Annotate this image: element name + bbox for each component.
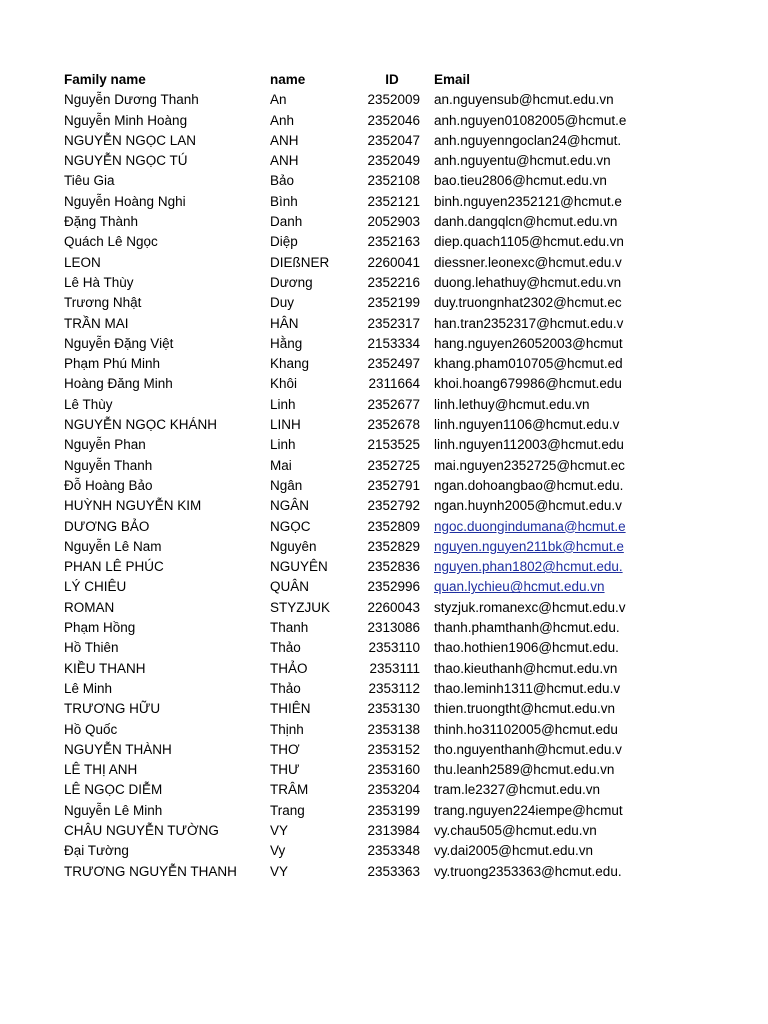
id-cell: 2353111: [369, 660, 420, 676]
id-cell: 2353152: [367, 741, 420, 757]
id-cell: 2352678: [367, 417, 420, 433]
name-cell: LINH: [270, 417, 301, 433]
email-cell: anh.nguyentu@hcmut.edu.vn: [434, 153, 611, 169]
family-name-cell: LEON: [64, 254, 101, 270]
table-row: [64, 456, 768, 476]
table-row: [64, 598, 768, 618]
id-cell: 2352725: [367, 457, 420, 473]
id-cell: 2353199: [367, 802, 420, 818]
email-cell: linh.nguyen1106@hcmut.edu.v: [434, 417, 620, 433]
table-row: [64, 131, 768, 151]
id-cell: 2260043: [367, 599, 420, 615]
id-cell: 2352216: [367, 274, 420, 290]
header-family-name: Family name: [64, 72, 146, 87]
id-cell: 2352046: [367, 112, 420, 128]
id-cell: 2352836: [367, 559, 420, 575]
table-row: [64, 537, 768, 557]
table-row: [64, 314, 768, 334]
table-row: [64, 90, 768, 110]
table-row: [64, 212, 768, 232]
id-cell: 2353130: [367, 701, 420, 717]
family-name-cell: TRƯƠNG NGUYỄN THANH: [64, 863, 237, 879]
email-cell: trang.nguyen224iempe@hcmut: [434, 802, 623, 818]
family-name-cell: Nguyễn Minh Hoàng: [64, 112, 188, 128]
family-name-cell: NGUYỄN NGỌC LAN: [64, 132, 197, 148]
id-cell: 2352792: [367, 498, 420, 514]
table-row: [64, 232, 768, 252]
email-cell: linh.nguyen112003@hcmut.edu: [434, 437, 624, 453]
email-cell: vy.dai2005@hcmut.edu.vn: [434, 843, 594, 859]
id-cell: 2313086: [367, 620, 420, 636]
name-cell: Vy: [270, 843, 286, 859]
table-row: [64, 293, 768, 313]
email-link[interactable]: nguyen.phan1802@hcmut.edu.: [434, 559, 623, 575]
id-cell: 2352829: [367, 538, 420, 554]
family-name-cell: LÝ CHIÊU: [64, 579, 127, 595]
id-cell: 2352497: [367, 356, 420, 372]
table-body: [64, 90, 768, 882]
student-table: [64, 70, 768, 882]
table-row: [64, 476, 768, 496]
family-name-cell: NGUYỄN NGỌC KHÁNH: [64, 417, 218, 433]
name-cell: Nguyên: [270, 538, 317, 554]
family-name-cell: CHÂU NGUYỄN TƯỜNG: [64, 822, 219, 838]
family-name-cell: Nguyễn Thanh: [64, 457, 153, 473]
table-row: [64, 273, 768, 293]
name-cell: TRÂM: [270, 782, 309, 798]
id-cell: 2353112: [368, 680, 420, 696]
email-cell: ngan.huynh2005@hcmut.edu.v: [434, 498, 622, 514]
id-cell: 2352996: [367, 579, 420, 595]
name-cell: NGÂN: [270, 498, 310, 514]
name-cell: DIEßNER: [270, 254, 330, 270]
name-cell: NGỌC: [270, 518, 311, 534]
email-cell: bao.tieu2806@hcmut.edu.vn: [434, 173, 607, 189]
family-name-cell: Nguyễn Đặng Việt: [64, 335, 174, 351]
name-cell: Thanh: [270, 620, 309, 636]
family-name-cell: Nguyễn Phan: [64, 437, 146, 453]
email-link[interactable]: quan.lychieu@hcmut.edu.vn: [434, 579, 605, 595]
table-row: [64, 659, 768, 679]
name-cell: Khôi: [270, 376, 298, 392]
table-row: [64, 496, 768, 516]
table-row: [64, 415, 768, 435]
email-cell: vy.truong2353363@hcmut.edu.: [434, 863, 622, 879]
email-cell: khoi.hoang679986@hcmut.edu: [434, 376, 622, 392]
id-cell: 2353110: [368, 640, 420, 656]
email-cell: ngan.dohoangbao@hcmut.edu.: [434, 477, 624, 493]
name-cell: Thịnh: [270, 721, 304, 737]
table-row: [64, 780, 768, 800]
email-cell: duong.lehathuy@hcmut.edu.vn: [434, 274, 622, 290]
email-cell: danh.dangqlcn@hcmut.edu.vn: [434, 214, 618, 230]
table-row: [64, 334, 768, 354]
id-cell: 2311664: [368, 376, 420, 392]
table-row: [64, 517, 768, 537]
email-cell: diessner.leonexc@hcmut.edu.v: [434, 254, 622, 270]
family-name-cell: Đặng Thành: [64, 214, 139, 230]
email-cell: han.tran2352317@hcmut.edu.v: [434, 315, 624, 331]
id-cell: 2353348: [367, 843, 420, 859]
id-cell: 2052903: [367, 214, 420, 230]
name-cell: THẢO: [270, 660, 308, 676]
email-cell: tram.le2327@hcmut.edu.vn: [434, 782, 601, 798]
id-cell: 2260041: [367, 254, 420, 270]
table-row: [64, 192, 768, 212]
email-cell: thu.leanh2589@hcmut.edu.vn: [434, 762, 615, 778]
name-cell: Ngân: [270, 477, 303, 493]
name-cell: Duy: [270, 295, 295, 311]
table-row: [64, 111, 768, 131]
table-row: [64, 760, 768, 780]
email-cell: styzjuk.romanexc@hcmut.edu.v: [434, 599, 626, 615]
family-name-cell: Hồ Quốc: [64, 721, 118, 737]
family-name-cell: Hồ Thiên: [64, 640, 119, 656]
email-cell: hang.nguyen26052003@hcmut: [434, 335, 623, 351]
name-cell: Dương: [270, 274, 313, 290]
id-cell: 2353138: [367, 721, 420, 737]
table-row: [64, 618, 768, 638]
name-cell: ANH: [270, 153, 299, 169]
name-cell: Thảo: [270, 680, 301, 696]
family-name-cell: Lê Hà Thùy: [64, 274, 134, 290]
name-cell: STYZJUK: [270, 599, 331, 615]
table-row: [64, 435, 768, 455]
email-cell: thao.hothien1906@hcmut.edu.: [434, 640, 619, 656]
name-cell: Danh: [270, 214, 303, 230]
family-name-cell: LÊ THỊ ANH: [64, 762, 138, 778]
email-cell: duy.truongnhat2302@hcmut.ec: [434, 295, 622, 311]
email-cell: tho.nguyenthanh@hcmut.edu.v: [434, 741, 622, 757]
name-cell: Trang: [270, 802, 305, 818]
name-cell: THƯ: [270, 762, 300, 778]
table-row: [64, 395, 768, 415]
id-cell: 2352047: [367, 132, 420, 148]
id-cell: 2353363: [367, 863, 420, 879]
id-cell: 2313984: [367, 822, 420, 838]
table-row: [64, 151, 768, 171]
email-link[interactable]: ngoc.duongindumana@hcmut.e: [434, 518, 626, 534]
table-row: [64, 862, 768, 882]
name-cell: Thảo: [270, 640, 301, 656]
family-name-cell: PHAN LÊ PHÚC: [64, 559, 164, 575]
table-row: [64, 354, 768, 374]
family-name-cell: Đỗ Hoàng Bảo: [64, 477, 153, 493]
email-cell: thien.truongtht@hcmut.edu.vn: [434, 701, 616, 717]
id-cell: 2352809: [367, 518, 420, 534]
family-name-cell: Nguyễn Lê Minh: [64, 802, 163, 818]
table-row: [64, 557, 768, 577]
name-cell: HÂN: [270, 315, 299, 331]
name-cell: THƠ: [270, 741, 300, 757]
id-cell: 2352791: [367, 477, 420, 493]
email-cell: thanh.phamthanh@hcmut.edu.: [434, 620, 620, 636]
family-name-cell: Nguyễn Hoàng Nghi: [64, 193, 186, 209]
id-cell: 2352199: [367, 295, 420, 311]
email-cell: binh.nguyen2352121@hcmut.e: [434, 193, 622, 209]
table-header-row: [64, 70, 768, 90]
header-name: name: [270, 72, 306, 87]
id-cell: 2352317: [367, 315, 420, 331]
name-cell: THIÊN: [270, 701, 311, 717]
email-cell: thinh.ho31102005@hcmut.edu: [434, 721, 618, 737]
family-name-cell: LÊ NGỌC DIỄM: [64, 782, 163, 798]
family-name-cell: KIỀU THANH: [64, 660, 146, 676]
family-name-cell: ROMAN: [64, 599, 115, 615]
family-name-cell: Đại Tường: [64, 843, 129, 859]
family-name-cell: NGUYỄN THÀNH: [64, 741, 172, 757]
id-cell: 2352677: [367, 396, 420, 412]
id-cell: 2352108: [367, 173, 420, 189]
table-row: [64, 740, 768, 760]
name-cell: Linh: [270, 396, 296, 412]
email-cell: anh.nguyenngoclan24@hcmut.: [434, 132, 622, 148]
name-cell: VY: [270, 863, 289, 879]
table-row: [64, 374, 768, 394]
email-link[interactable]: nguyen.nguyen211bk@hcmut.e: [434, 538, 624, 554]
email-cell: vy.chau505@hcmut.edu.vn: [434, 822, 597, 838]
family-name-cell: Phạm Hồng: [64, 620, 136, 636]
id-cell: 2353160: [367, 762, 420, 778]
email-cell: thao.kieuthanh@hcmut.edu.vn: [434, 660, 618, 676]
email-cell: diep.quach1105@hcmut.edu.vn: [434, 234, 624, 250]
table-row: [64, 841, 768, 861]
id-cell: 2353204: [367, 782, 420, 798]
header-email: Email: [434, 72, 471, 87]
email-cell: linh.lethuy@hcmut.edu.vn: [434, 396, 590, 412]
name-cell: QUÂN: [270, 579, 310, 595]
id-cell: 2153334: [367, 335, 420, 351]
family-name-cell: HUỲNH NGUYỄN KIM: [64, 498, 202, 514]
table-row: [64, 638, 768, 658]
table-row: [64, 801, 768, 821]
email-cell: an.nguyensub@hcmut.edu.vn: [434, 92, 614, 108]
family-name-cell: NGUYỄN NGỌC TÚ: [64, 153, 188, 169]
name-cell: Linh: [270, 437, 296, 453]
name-cell: Bảo: [270, 173, 295, 189]
family-name-cell: Trương Nhật: [64, 295, 142, 311]
family-name-cell: Quách Lê Ngọc: [64, 234, 158, 250]
table-row: [64, 171, 768, 191]
table-row: [64, 699, 768, 719]
family-name-cell: DƯƠNG BẢO: [64, 518, 150, 534]
family-name-cell: Hoàng Đăng Minh: [64, 376, 173, 392]
name-cell: Hằng: [270, 335, 303, 351]
family-name-cell: Nguyễn Lê Nam: [64, 538, 162, 554]
name-cell: Anh: [270, 112, 295, 128]
email-cell: mai.nguyen2352725@hcmut.ec: [434, 457, 625, 473]
name-cell: VY: [270, 822, 289, 838]
family-name-cell: Phạm Phú Minh: [64, 356, 161, 372]
family-name-cell: Nguyễn Dương Thanh: [64, 92, 199, 108]
id-cell: 2352121: [367, 193, 420, 209]
table-row: [64, 253, 768, 273]
id-cell: 2153525: [367, 437, 420, 453]
id-cell: 2352049: [367, 153, 420, 169]
header-id: ID: [385, 72, 399, 87]
family-name-cell: Lê Thùy: [64, 396, 113, 412]
name-cell: Diệp: [270, 234, 298, 250]
id-cell: 2352163: [367, 234, 420, 250]
table-row: [64, 577, 768, 597]
table-row: [64, 720, 768, 740]
name-cell: Mai: [270, 457, 292, 473]
name-cell: Khang: [270, 356, 310, 372]
family-name-cell: TRƯƠNG HỮU: [64, 701, 161, 717]
table-row: [64, 821, 768, 841]
family-name-cell: Lê Minh: [64, 680, 113, 696]
email-cell: thao.leminh1311@hcmut.edu.v: [434, 680, 621, 696]
email-cell: khang.pham010705@hcmut.ed: [434, 356, 623, 372]
email-cell: anh.nguyen01082005@hcmut.e: [434, 112, 627, 128]
name-cell: An: [270, 92, 287, 108]
name-cell: NGUYÊN: [270, 559, 328, 575]
id-cell: 2352009: [367, 92, 420, 108]
name-cell: ANH: [270, 132, 299, 148]
table-row: [64, 679, 768, 699]
family-name-cell: Tiêu Gia: [64, 173, 115, 189]
name-cell: Bình: [270, 193, 298, 209]
family-name-cell: TRẦN MAI: [64, 315, 129, 331]
